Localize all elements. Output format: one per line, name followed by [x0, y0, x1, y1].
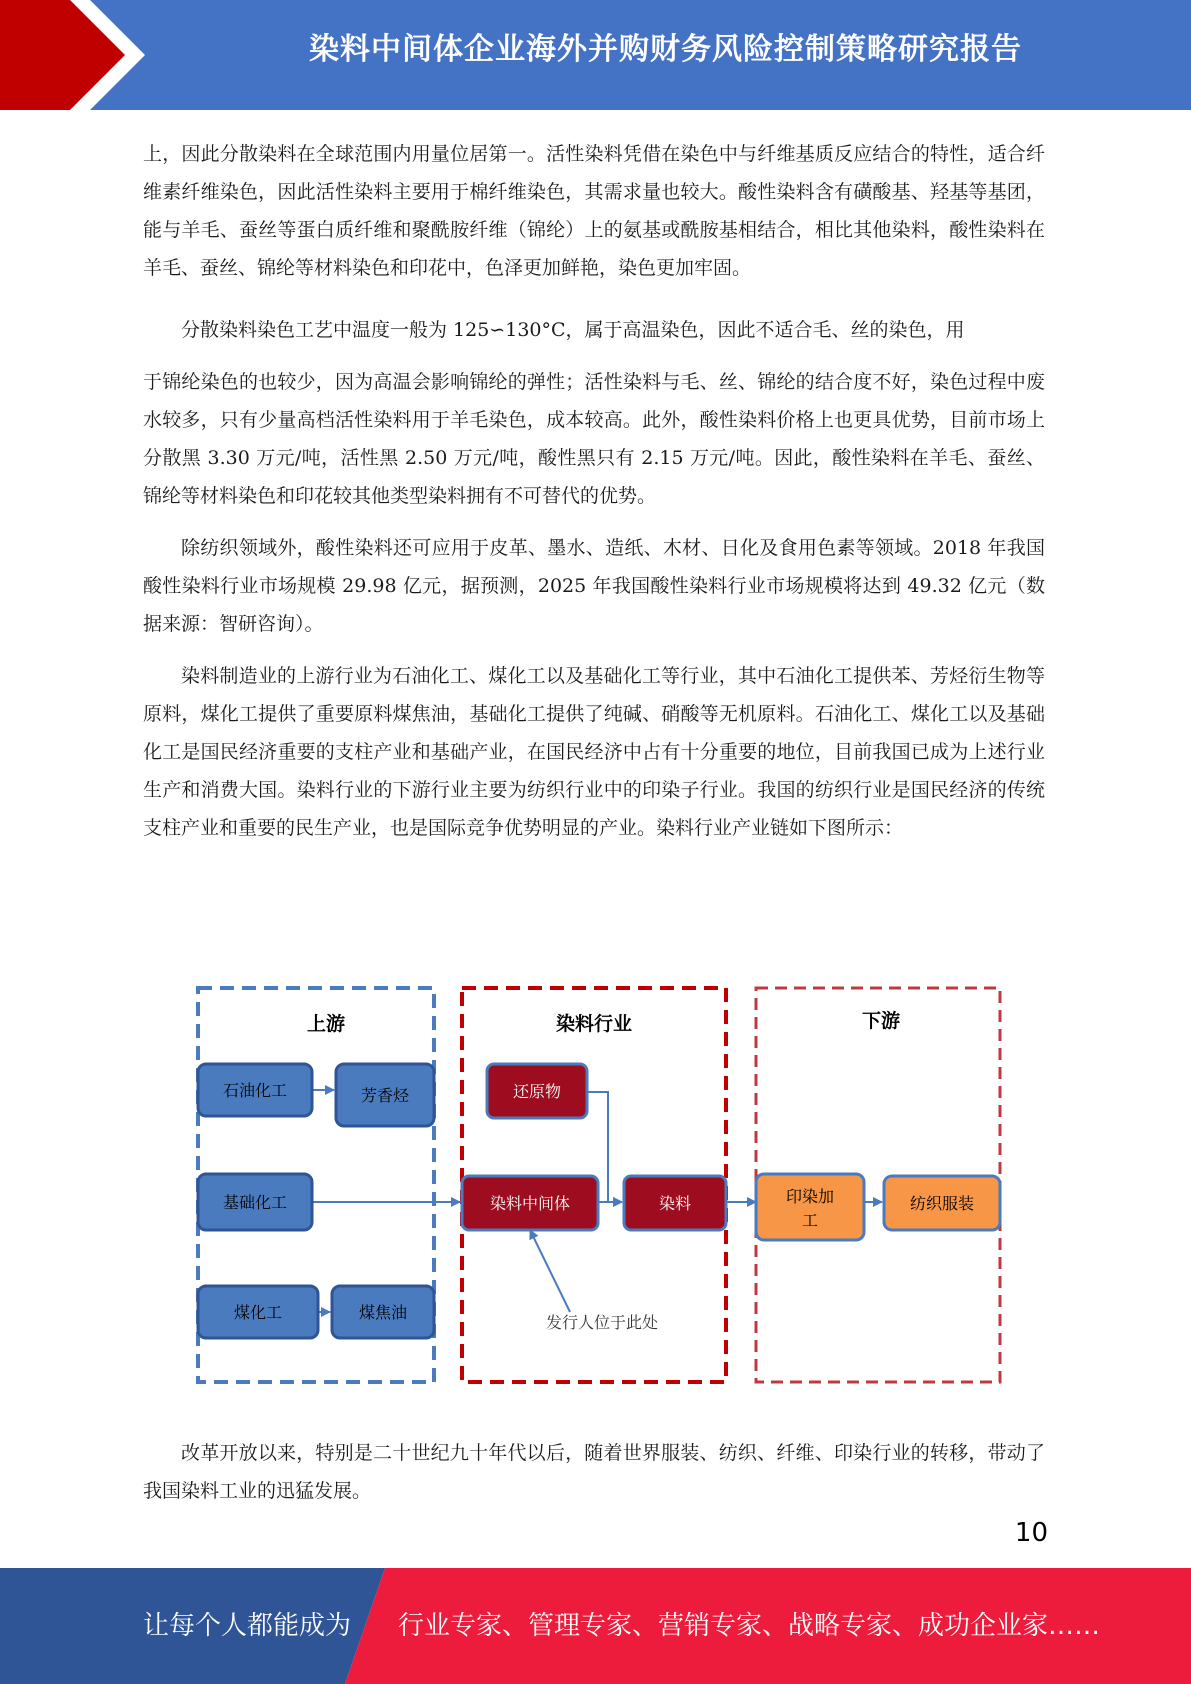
closing-content: [143, 1434, 1045, 1510]
main-content: [143, 135, 1045, 847]
node-printing-dyeing-label-line1: 印染加: [785, 1187, 835, 1206]
node-dye-label: 染料: [658, 1194, 692, 1213]
paragraph-3: 除纺织领域外，酸性染料还可应用于皮革、墨水、造纸、木材、日化及食用色素等领域。2018 年我国酸性染料行业市场规模 29.98 亿元，据预测，2025 年我国酸性染料行业市场规模将达到 49.32 亿元（数据来源：智研咨询）。: [143, 537, 1045, 635]
paragraph-2-continued: 于锦纶染色的也较少，因为高温会影响锦纶的弹性；活性染料与毛、丝、锦纶的结合度不好，染色过程中废水较多，只有少量高档活性染料用于羊毛染色，成本较高。此外，酸性染料价格上也更具优势，目前市场上分散黑 3.30 万元/吨，活性黑 2.50 万元/吨，酸性黑只有 2.15 万元/吨。因此，酸性染料在羊毛、蚕丝、锦纶等材料染色和印花较其他类型染料拥有不可替代的优势。: [143, 371, 1045, 507]
node-aromatics-label: 芳香烃: [360, 1086, 410, 1105]
node-printing-dyeing: [756, 1174, 864, 1240]
paragraph-2-start: 分散染料染色工艺中温度一般为 125∽130°C，属于高温染色，因此不适合毛、丝的染色，用: [181, 319, 965, 341]
industry-chain-diagram: [190, 980, 1010, 1390]
arrow-annotation-to-intermediate: [530, 1230, 570, 1312]
page-header: [0, 0, 1191, 110]
issuer-location-annotation: 发行人位于此处: [545, 1313, 659, 1332]
dye-industry-title: 染料行业: [555, 1013, 633, 1035]
node-textile-apparel-label: 纺织服装: [909, 1194, 975, 1213]
paragraph-1: 上，因此分散染料在全球范围内用量位居第一。活性染料凭借在染色中与纤维基质反应结合的特性，适合纤维素纤维染色，因此活性染料主要用于棉纤维染色，其需求量也较大。酸性染料含有磺酸基、羟基等基团，能与羊毛、蚕丝等蛋白质纤维和聚酰胺纤维（锦纶）上的氨基或酰胺基相结合，相比其他染料，酸性染料在羊毛、蚕丝、锦纶等材料染色和印花中，色泽更加鲜艳，染色更加牢固。: [143, 143, 1045, 279]
node-reductant-label: 还原物: [512, 1082, 562, 1101]
page-footer: [0, 1568, 1191, 1684]
node-coal-tar-label: 煤焦油: [358, 1303, 408, 1322]
node-printing-dyeing-label-line2: 工: [801, 1211, 819, 1230]
footer-slogan-right: 行业专家、管理专家、营销专家、战略专家、成功企业家……: [398, 1611, 1101, 1641]
downstream-title: 下游: [861, 1010, 901, 1032]
node-coal-chemical-label: 煤化工: [233, 1303, 283, 1322]
report-title: 染料中间体企业海外并购财务风险控制策略研究报告: [309, 32, 1022, 67]
node-basic-chemical-label: 基础化工: [222, 1193, 288, 1212]
paragraph-4: 染料制造业的上游行业为石油化工、煤化工以及基础化工等行业，其中石油化工提供苯、芳烃衍生物等原料，煤化工提供了重要原料煤焦油，基础化工提供了纯碱、硝酸等无机原料。石油化工、煤化工以及基础化工是国民经济重要的支柱产业和基础产业，在国民经济中占有十分重要的地位，目前我国已成为上述行业生产和消费大国。染料行业的下游行业主要为纺织行业中的印染子行业。我国的纺织行业是国民经济的传统支柱产业和重要的民生产业，也是国际竞争优势明显的产业。染料行业产业链如下图所示：: [143, 665, 1045, 839]
page-number: 10: [1014, 1518, 1048, 1548]
footer-slogan-left: 让每个人都能成为: [143, 1611, 352, 1641]
upstream-title: 上游: [306, 1013, 346, 1035]
paragraph-5: 改革开放以来，特别是二十世纪九十年代以后，随着世界服装、纺织、纤维、印染行业的转移，带动了我国染料工业的迅猛发展。: [143, 1442, 1045, 1502]
node-dye-intermediate-label: 染料中间体: [489, 1194, 571, 1213]
node-petrochemical-label: 石油化工: [222, 1081, 288, 1100]
